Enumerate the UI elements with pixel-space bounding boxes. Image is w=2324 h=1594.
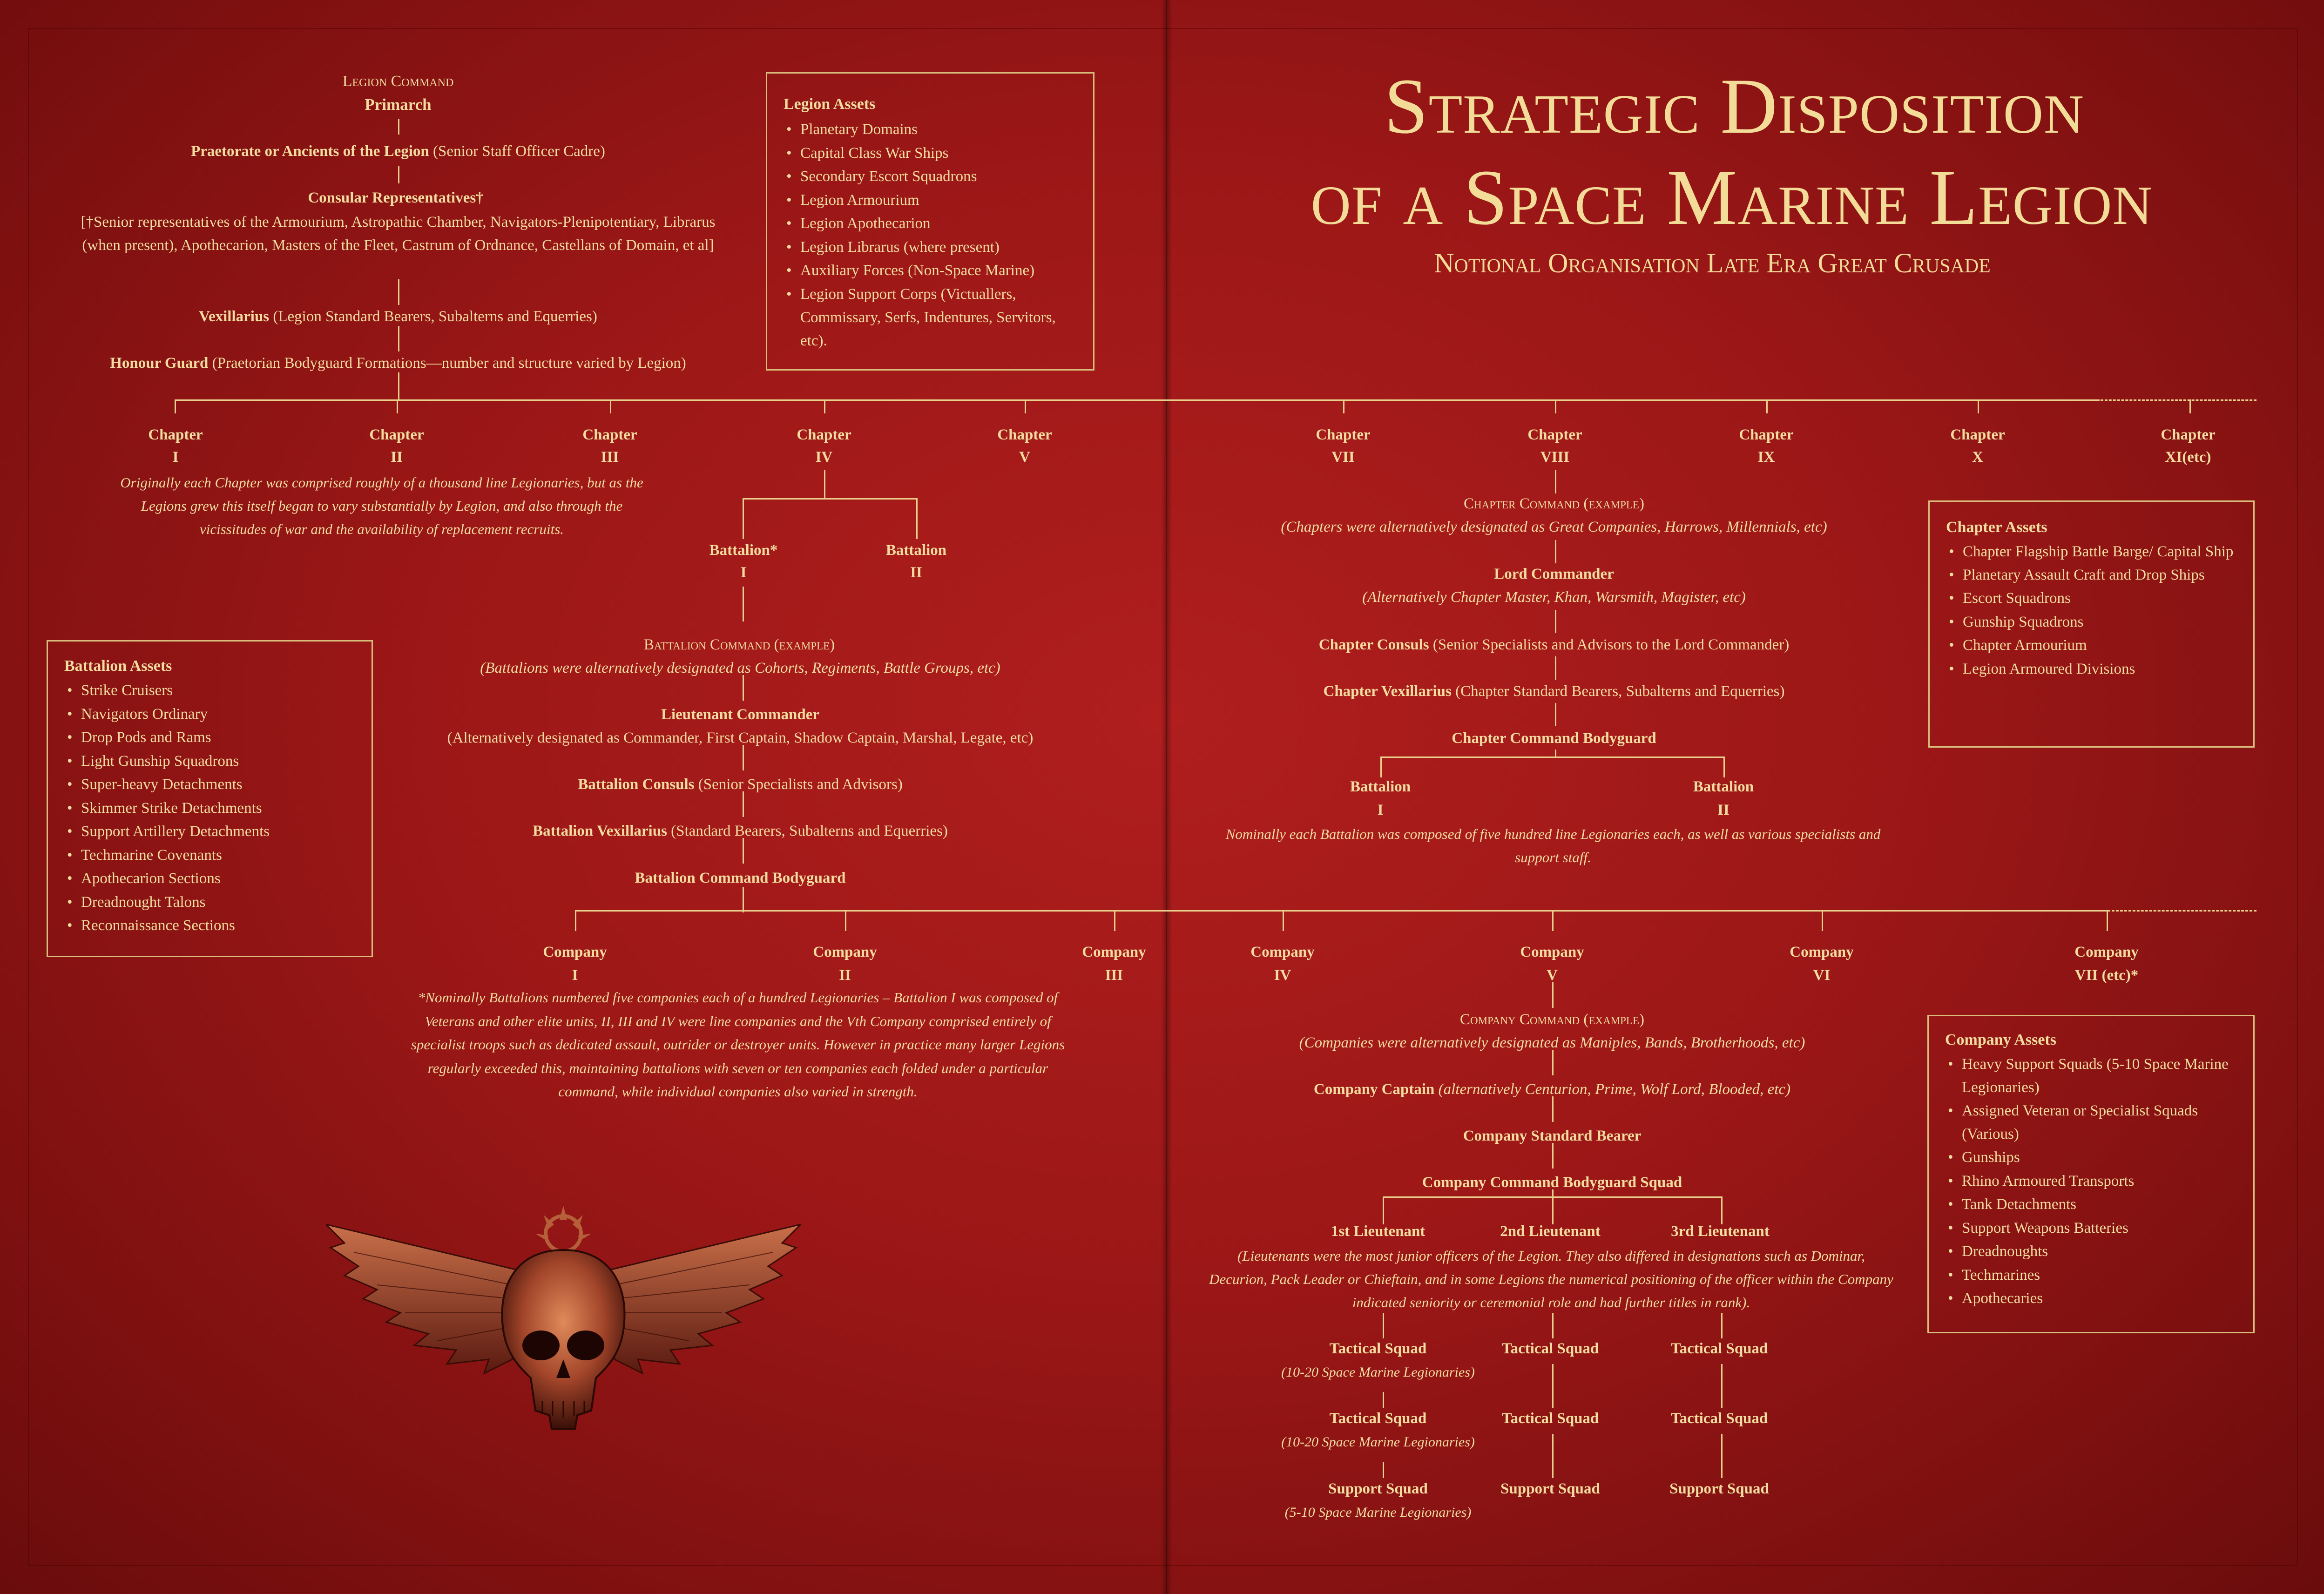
honour-guard-row: Honour Guard (Praetorian Bodyguard Formations—number and structure varied by Legion) bbox=[110, 355, 686, 371]
tactical-squad: Tactical Squad bbox=[1670, 1410, 1768, 1427]
list-item: • Gunship Squadrons bbox=[1946, 610, 2244, 634]
company-node: Company V bbox=[1520, 944, 1584, 984]
battalion-node: Battalion II bbox=[885, 542, 947, 581]
list-item: • Assigned Veteran or Specialist Squads (Various) bbox=[1945, 1099, 2243, 1146]
tactical-squad: Tactical Squad bbox=[1329, 1340, 1427, 1357]
vexillarius-row: Vexillarius (Legion Standard Bearers, Subalterns and Equerries) bbox=[199, 308, 597, 325]
chapter-bodyguard-label: Chapter Command Bodyguard bbox=[1452, 730, 1656, 747]
chapter-assets-box bbox=[1928, 500, 2255, 748]
list-item: • Strike Cruisers bbox=[64, 679, 367, 702]
chapter-node: Chapter V bbox=[997, 426, 1052, 466]
list-item: • Super-heavy Detachments bbox=[64, 773, 367, 797]
tactical-squad-note: (10-20 Space Marine Legionaries) bbox=[1281, 1434, 1475, 1450]
company-node: Company II bbox=[813, 944, 877, 984]
company-node: Company I bbox=[543, 944, 607, 984]
list-item: • Legion Armourium bbox=[784, 189, 1086, 212]
list-item: • Tank Detachments bbox=[1945, 1193, 2243, 1216]
chapter-node: Chapter X bbox=[1950, 426, 2005, 466]
page-subtitle: Notional Organisation Late Era Great Crusade bbox=[1434, 248, 1991, 278]
list-item: • Dreadnoughts bbox=[1945, 1240, 2243, 1263]
support-squad: Support Squad bbox=[1500, 1480, 1600, 1497]
list-item: • Reconnaissance Sections bbox=[64, 914, 367, 938]
consular-note: [†Senior representatives of the Armourium, Astropathic Chamber, Navigators-Plenipotentiary, Librarus (when present), Apothecarion, Masters of the Fleet, Castrum of Ordnance, Castellans of Domain, et al] bbox=[81, 214, 716, 254]
chapter-node: Chapter VII bbox=[1316, 426, 1371, 466]
legion-assets-list bbox=[784, 118, 1086, 352]
battalion-assets-box bbox=[47, 640, 373, 957]
legion-assets-box bbox=[766, 72, 1094, 371]
list-item: • Support Weapons Batteries bbox=[1945, 1216, 2243, 1240]
page-title-line2: of a Space Marine Legion bbox=[1311, 154, 2153, 241]
list-item: • Support Artillery Detachments bbox=[64, 820, 367, 844]
second-lieutenant-label: 2nd Lieutenant bbox=[1500, 1223, 1601, 1240]
company-bodyguard-label: Company Command Bodyguard Squad bbox=[1422, 1174, 1682, 1191]
battalion-assets-title: Battalion Assets bbox=[64, 657, 172, 675]
company-assets-list bbox=[1945, 1053, 2243, 1310]
tactical-squad: Tactical Squad bbox=[1501, 1410, 1599, 1427]
battalion-vexillarius-row: Battalion Vexillarius (Standard Bearers, Subalterns and Equerries) bbox=[533, 823, 948, 839]
list-item: • Planetary Domains bbox=[784, 118, 1086, 142]
list-item: • Light Gunship Squadrons bbox=[64, 750, 367, 773]
chapter-command-note: (Chapters were alternatively designated as Great Companies, Harrows, Millennials, etc) bbox=[1281, 519, 1827, 535]
company-note: *Nominally Battalions numbered five companies each of a hundred Legionaries – Battalion I was composed of Veterans and other elite units, II, III and IV were line companies and the Vth Company comprised entirely of specialist troops such as dedicated assault, outrider or destroyer units. However in practice many larger Legions regularly exceeded this, maintaining battalions with seven or ten companies each folded under a particular command, while individual companies also varied in strength. bbox=[411, 989, 1065, 1100]
first-lieutenant-label: 1st Lieutenant bbox=[1331, 1223, 1425, 1240]
battalion-consuls-row: Battalion Consuls (Senior Specialists and Advisors) bbox=[578, 776, 903, 793]
page-fold bbox=[1166, 0, 1167, 1594]
list-item: • Drop Pods and Rams bbox=[64, 726, 367, 750]
primarch-label: Primarch bbox=[365, 95, 432, 114]
praetorate-row: Praetorate or Ancients of the Legion (Senior Staff Officer Cadre) bbox=[191, 143, 605, 160]
battalion-command-heading: Battalion Command (example) bbox=[643, 636, 835, 653]
list-item: • Apothecaries bbox=[1945, 1287, 2243, 1310]
list-item: • Escort Squadrons bbox=[1946, 587, 2244, 610]
company-captain-row: Company Captain (alternatively Centurion, Prime, Wolf Lord, Blooded, etc) bbox=[1313, 1081, 1791, 1098]
chapter-note: Originally each Chapter was comprised roughly of a thousand line Legionaries, but as the Legions grew this itself began to vary substantially by Legion, and also through the vicissitudes of war and the availability of replacement recruits. bbox=[120, 474, 643, 537]
battalion-node: Battalion II bbox=[1693, 778, 1754, 818]
lieutenant-commander-note: (Alternatively designated as Commander, First Captain, Shadow Captain, Marshal, Legate, etc) bbox=[447, 729, 1034, 746]
lieutenant-note: (Lieutenants were the most junior officers of the Legion. They also differed in designations such as Dominar, Decurion, Pack Leader or Chieftain, and in some Legions the numerical positioning of the officer within the Company indicated seniority or ceremonial role and had further titles in rank). bbox=[1209, 1248, 1893, 1310]
chapter-node: Chapter III bbox=[582, 426, 637, 466]
list-item: • Skimmer Strike Detachments bbox=[64, 797, 367, 820]
company-command-heading: Company Command (example) bbox=[1459, 1011, 1645, 1028]
list-item: • Dreadnought Talons bbox=[64, 891, 367, 914]
tactical-squad: Tactical Squad bbox=[1670, 1340, 1768, 1357]
list-item: • Gunships bbox=[1945, 1146, 2243, 1169]
list-item: • Legion Librarus (where present) bbox=[784, 236, 1086, 259]
company-node: Company VII (etc)* bbox=[2074, 944, 2139, 984]
chapter-node: Chapter VIII bbox=[1527, 426, 1582, 466]
tactical-squad: Tactical Squad bbox=[1329, 1410, 1427, 1427]
tactical-squad: Tactical Squad bbox=[1501, 1340, 1599, 1357]
legion-assets-title: Legion Assets bbox=[784, 95, 876, 113]
consular-label: Consular Representatives† bbox=[308, 189, 484, 206]
battalion-node: Battalion* I bbox=[709, 542, 778, 581]
list-item: • Chapter Armourium bbox=[1946, 634, 2244, 657]
chapter-assets-title: Chapter Assets bbox=[1946, 519, 2047, 536]
list-item: • Apothecarion Sections bbox=[64, 867, 367, 891]
support-squad: Support Squad bbox=[1669, 1480, 1769, 1497]
chapter-node: Chapter IV bbox=[797, 426, 851, 466]
chapter-node: Chapter II bbox=[369, 426, 424, 466]
list-item: • Techmarines bbox=[1945, 1263, 2243, 1287]
battalion-note-right: Nominally each Battalion was composed of five hundred line Legionaries each, as well as various specialists and support staff. bbox=[1225, 826, 1881, 865]
list-item: • Secondary Escort Squadrons bbox=[784, 165, 1086, 189]
chapter-consuls-row: Chapter Consuls (Senior Specialists and Advisors to the Lord Commander) bbox=[1318, 636, 1790, 653]
page-title-line1: Strategic Disposition bbox=[1384, 62, 2084, 150]
company-standard-bearer-label: Company Standard Bearer bbox=[1463, 1128, 1642, 1144]
lord-commander-label: Lord Commander bbox=[1494, 566, 1614, 582]
chapter-command-heading: Chapter Command (example) bbox=[1464, 495, 1644, 512]
list-item: • Navigators Ordinary bbox=[64, 702, 367, 726]
battalion-command-note: (Battalions were alternatively designated as Cohorts, Regiments, Battle Groups, etc) bbox=[480, 660, 1000, 676]
company-node: Company IV bbox=[1250, 944, 1315, 984]
chapter-vexillarius-row: Chapter Vexillarius (Chapter Standard Bearers, Subalterns and Equerries) bbox=[1323, 683, 1785, 700]
lieutenant-commander-label: Lieutenant Commander bbox=[661, 706, 820, 723]
support-squad-note: (5-10 Space Marine Legionaries) bbox=[1284, 1505, 1472, 1520]
battalion-bodyguard-label: Battalion Command Bodyguard bbox=[635, 870, 846, 886]
list-item: • Legion Armoured Divisions bbox=[1946, 657, 2244, 681]
winged-skull-icon bbox=[326, 1206, 801, 1466]
legion-command-heading: Legion Command bbox=[342, 73, 454, 90]
lord-commander-note: (Alternatively Chapter Master, Khan, Warsmith, Magister, etc) bbox=[1362, 589, 1746, 606]
company-command-note: (Companies were alternatively designated as Maniples, Bands, Brotherhoods, etc) bbox=[1299, 1034, 1805, 1051]
list-item: • Planetary Assault Craft and Drop Ships bbox=[1946, 563, 2244, 587]
battalion-assets-list bbox=[64, 679, 367, 938]
list-item: • Chapter Flagship Battle Barge/ Capital Ship bbox=[1946, 540, 2244, 563]
chapter-node: Chapter I bbox=[148, 426, 203, 466]
chapter-assets-list bbox=[1946, 540, 2244, 681]
company-assets-box bbox=[1927, 1015, 2255, 1333]
support-squad: Support Squad bbox=[1328, 1480, 1428, 1497]
third-lieutenant-label: 3rd Lieutenant bbox=[1671, 1223, 1770, 1240]
chapter-node: Chapter IX bbox=[1739, 426, 1794, 466]
list-item: • Capital Class War Ships bbox=[784, 142, 1086, 165]
list-item: • Techmarine Covenants bbox=[64, 844, 367, 867]
list-item: • Legion Support Corps (Victuallers, Commissary, Serfs, Indentures, Servitors, etc). bbox=[784, 283, 1086, 352]
tactical-squad-note: (10-20 Space Marine Legionaries) bbox=[1281, 1364, 1475, 1380]
list-item: • Heavy Support Squads (5-10 Space Marine Legionaries) bbox=[1945, 1053, 2243, 1099]
company-assets-title: Company Assets bbox=[1945, 1031, 2056, 1048]
battalion-node: Battalion I bbox=[1350, 778, 1411, 818]
list-item: • Legion Apothecarion bbox=[784, 212, 1086, 236]
list-item: • Auxiliary Forces (Non-Space Marine) bbox=[784, 259, 1086, 283]
chapter-node: Chapter XI(etc) bbox=[2161, 426, 2216, 466]
company-node: Company III bbox=[1082, 944, 1146, 984]
list-item: • Rhino Armoured Transports bbox=[1945, 1169, 2243, 1193]
company-node: Company VI bbox=[1790, 944, 1854, 984]
